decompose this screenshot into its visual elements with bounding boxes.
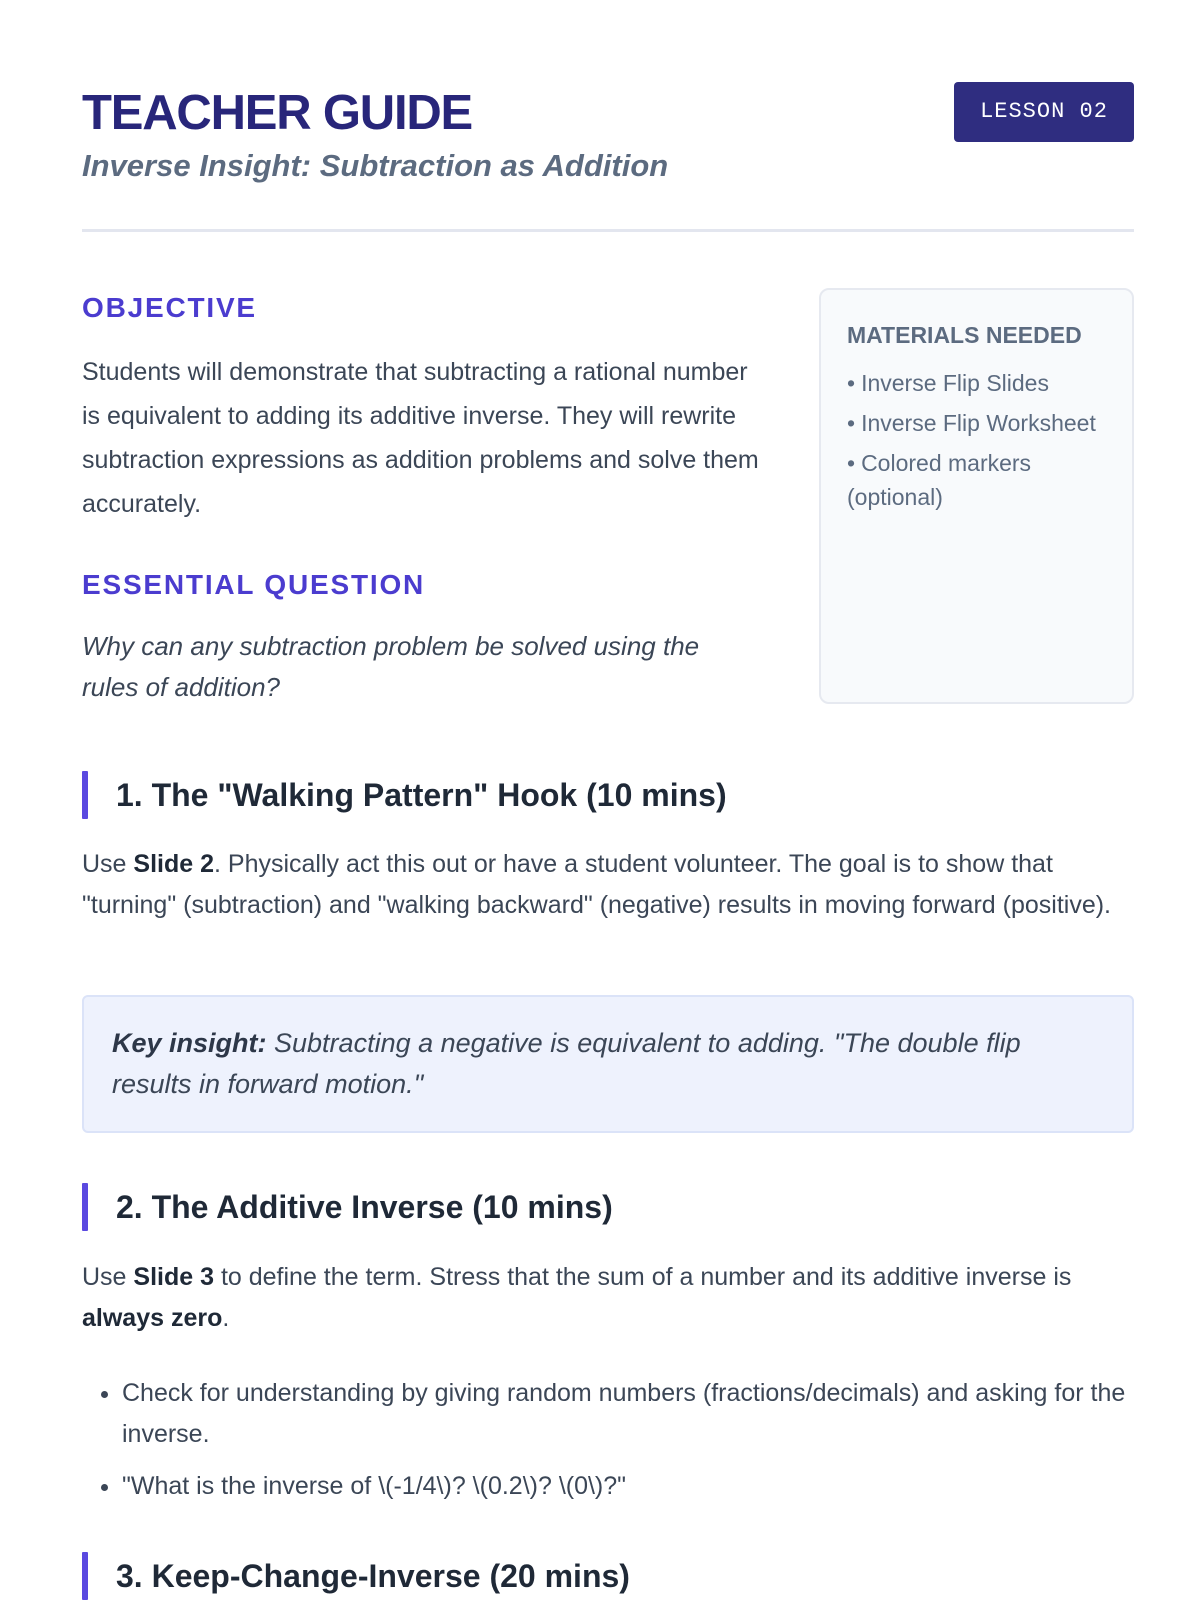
page-title: TEACHER GUIDE <box>82 86 473 140</box>
section-2-list <box>82 1373 1134 1518</box>
key-insight-callout <box>82 995 1134 1133</box>
objective-text: Students will demonstrate that subtracting a rational number is equivalent to adding its additive inverse. They will rewrite subtraction expressions as addition problems and solve them accurately. <box>82 358 759 518</box>
materials-item-label: Colored markers (optional) <box>847 450 1032 510</box>
section-3-title: 3. Keep-Change-Inverse (20 mins) <box>116 1558 630 1594</box>
section-1-paragraph <box>82 844 1134 926</box>
materials-box <box>819 288 1134 704</box>
page-subtitle: Inverse Insight: Subtraction as Addition <box>82 148 669 183</box>
text-run: Use <box>82 1263 134 1291</box>
section-accent-bar <box>82 1183 88 1231</box>
essential-question-heading: ESSENTIAL QUESTION <box>82 569 426 600</box>
section-1-heading <box>82 771 1134 819</box>
header-divider <box>82 229 1134 232</box>
materials-item-label: Inverse Flip Worksheet <box>861 410 1096 436</box>
section-1-title: 1. The "Walking Pattern" Hook (10 mins) <box>116 777 727 813</box>
materials-item <box>847 446 1106 514</box>
materials-item <box>847 366 1106 400</box>
slide-reference: Slide 3 <box>133 1263 214 1291</box>
section-accent-bar <box>82 1552 88 1600</box>
list-item: • "What is the inverse of \(-1/4\)? \(0.2\)? \(0\)?" <box>122 1466 1134 1507</box>
section-3-heading <box>82 1552 1134 1600</box>
list-item: • Check for understanding by giving random numbers (fractions/decimals) and asking for the inverse. <box>122 1373 1134 1455</box>
insight-label: Key insight: <box>112 1028 267 1058</box>
section-2-paragraph <box>82 1257 1134 1339</box>
slide-reference: Slide 2 <box>133 850 214 878</box>
section-accent-bar <box>82 771 88 819</box>
materials-list <box>847 366 1106 514</box>
header <box>82 82 1134 232</box>
essential-question-text: Why can any subtraction problem be solved using the rules of addition? <box>82 631 700 702</box>
text-run: Use <box>82 850 134 878</box>
bullet-glyph: • <box>847 410 856 436</box>
materials-item-label: Inverse Flip Slides <box>861 370 1049 396</box>
text-run: . Physically act this out or have a student volunteer. The goal is to show that "turning" (subtraction) and "walking backward" (negative) results in moving forward (positive). <box>82 850 1111 919</box>
objective-heading: OBJECTIVE <box>82 292 257 323</box>
insight-text: Subtracting a negative is equivalent to adding. "The double flip results in forward motion." <box>112 1028 1021 1099</box>
emphasis: always zero <box>82 1304 223 1332</box>
materials-item <box>847 406 1106 440</box>
bullet-glyph: • <box>847 370 856 396</box>
section-2-title: 2. The Additive Inverse (10 mins) <box>116 1189 613 1225</box>
section-2-heading <box>82 1183 1134 1231</box>
materials-title: MATERIALS NEEDED <box>847 322 1082 348</box>
lesson-badge: LESSON 02 <box>954 82 1134 142</box>
text-run: to define the term. Stress that the sum of a number and its additive inverse is <box>214 1263 1072 1291</box>
bullet-glyph: • <box>847 450 856 476</box>
text-run: . <box>222 1304 230 1332</box>
